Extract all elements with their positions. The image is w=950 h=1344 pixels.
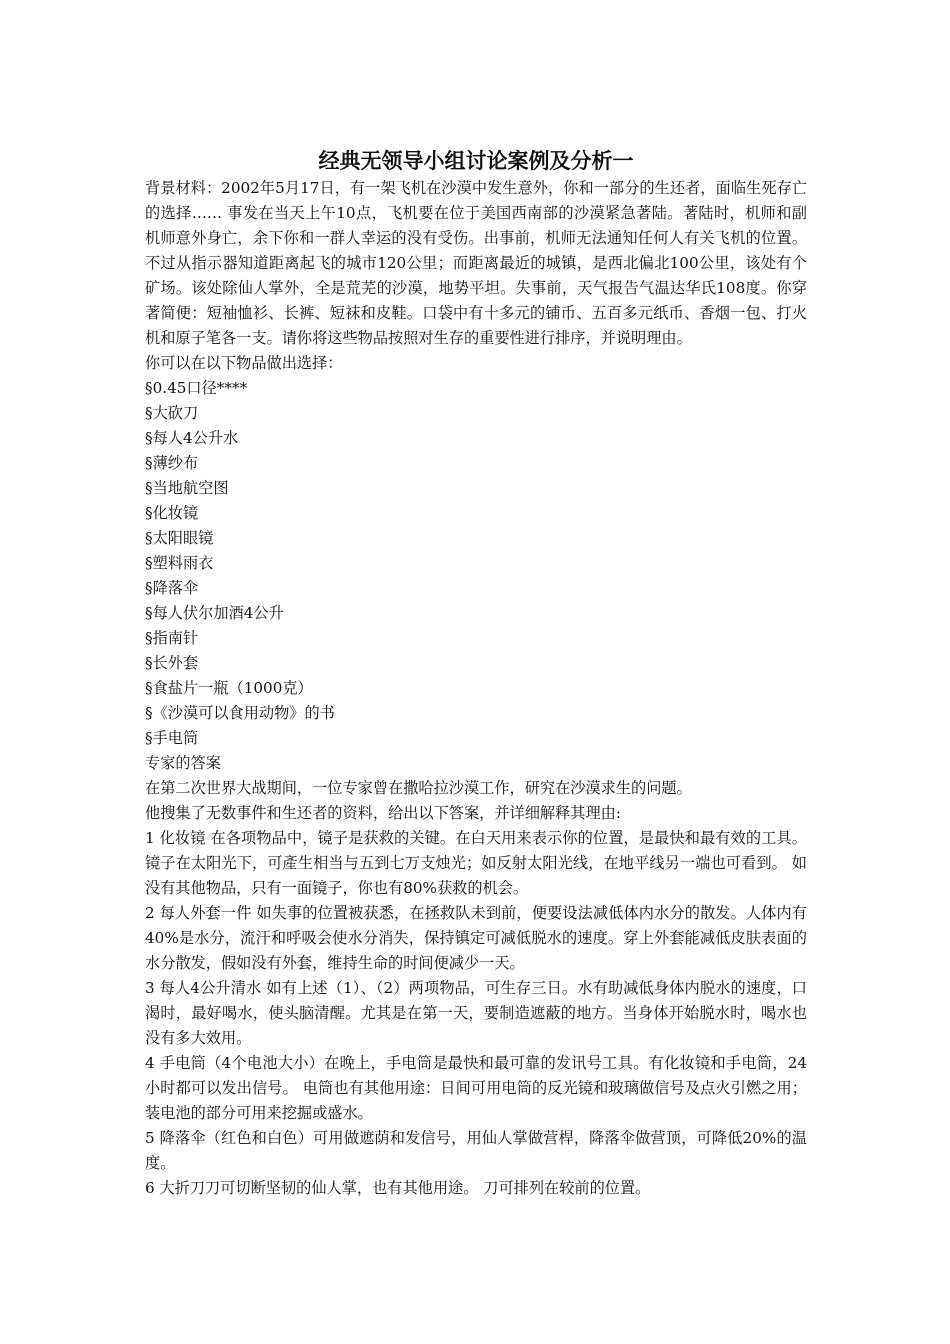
list-item: §每人伏尔加酒4公升 [145,604,284,622]
list-item: §《沙漠可以食用动物》的书 [145,704,335,722]
list-item: §每人4公升水 [145,429,239,447]
document-title: 经典无领导小组讨论案例及分析一 [318,149,634,173]
choice-intro: 你可以在以下物品做出选择： [145,354,343,372]
list-item: §手电筒 [145,729,199,747]
answer-paragraph: 3 每人4公升清水 如有上述（1）、（2）两项物品，可生存三日。水有助减低身体内脱水的速度，口渴时，最好喝水，使头脑清醒。尤其是在第一天，要制造遮蔽的地方。当身体开始脱水时，喝水也没有多大效用。 [145,979,807,1047]
expert-heading: 专家的答案 [145,754,221,772]
list-item: §0.45口径**** [145,379,248,397]
document-page [145,146,807,1201]
list-item: §降落伞 [145,579,199,597]
list-item: §指南针 [145,629,199,647]
list-item: §当地航空图 [145,479,229,497]
list-item: §塑料雨衣 [145,554,214,572]
list-item: §太阳眼镜 [145,529,214,547]
list-item: §长外套 [145,654,199,672]
answer-paragraph: 6 大折刀刀可切断坚韧的仙人掌，也有其他用途。 刀可排列在较前的位置。 [145,1179,651,1197]
answer-list [145,826,807,1201]
item-list [145,376,807,751]
answer-paragraph: 1 化妆镜 在各项物品中，镜子是获救的关键。在白天用来表示你的位置，是最快和最有效的工具。镜子在太阳光下，可產生相当与五到七万支烛光；如反射太阳光线，在地平线另一端也可看到。 如没有其他物品，只有一面镜子，你也有80%获救的机会。 [145,829,807,897]
background-paragraph: 背景材料：2002年5月17日，有一架飞机在沙漠中发生意外，你和一部分的生还者，面临生死存亡的选择…… 事发在当天上午10点，飞机要在位于美国西南部的沙漠紧急著陆。著陆时，机师和副机师意外身亡，余下你和一群人幸运的没有受伤。出事前，机师无法通知任何人有关飞机的位置。不过从指示器知道距离起飞的城市120公里；而距离最近的城镇，是西北偏北100公里，该处有个矿场。该处除仙人掌外，全是荒芜的沙漠，地势平坦。失事前，天气报告气温达华氏108度。你穿著简便：短袖恤衫、长裤、短袜和皮鞋。口袋中有十多元的铺币、五百多元纸币、香烟一包、打火机和原子笔各一支。请你将这些物品按照对生存的重要性进行排序，并说明理由。 [145,179,807,347]
list-item: §食盐片一瓶（1000克） [145,679,313,697]
answer-paragraph: 2 每人外套一件 如失事的位置被获悉，在拯救队未到前，便要设法减低体内水分的散发。人体内有40%是水分，流汗和呼吸会使水分消失，保持镇定可减低脱水的速度。穿上外套能减低皮肤表面的水分散发，假如没有外套，维持生命的时间便减少一天。 [145,904,807,972]
list-item: §薄纱布 [145,454,199,472]
list-item: §化妆镜 [145,504,199,522]
expert-intro-1: 在第二次世界大战期间，一位专家曾在撒哈拉沙漠工作，研究在沙漠求生的问题。 [145,779,692,797]
list-item: §大砍刀 [145,404,199,422]
answer-paragraph: 5 降落伞（红色和白色）可用做遮荫和发信号，用仙人掌做营桿，降落伞做营顶，可降低20%的温度。 [145,1129,807,1172]
answer-paragraph: 4 手电筒（4个电池大小）在晚上，手电筒是最快和最可靠的发讯号工具。有化妆镜和手电筒，24小时都可以发出信号。 电筒也有其他用途：日间可用电筒的反光镜和玻璃做信号及点火引燃之用；装电池的部分可用来挖掘或盛水。 [145,1054,807,1122]
expert-intro-2: 他搜集了无数事件和生还者的资料，给出以下答案，并详细解释其理由: [145,804,621,822]
